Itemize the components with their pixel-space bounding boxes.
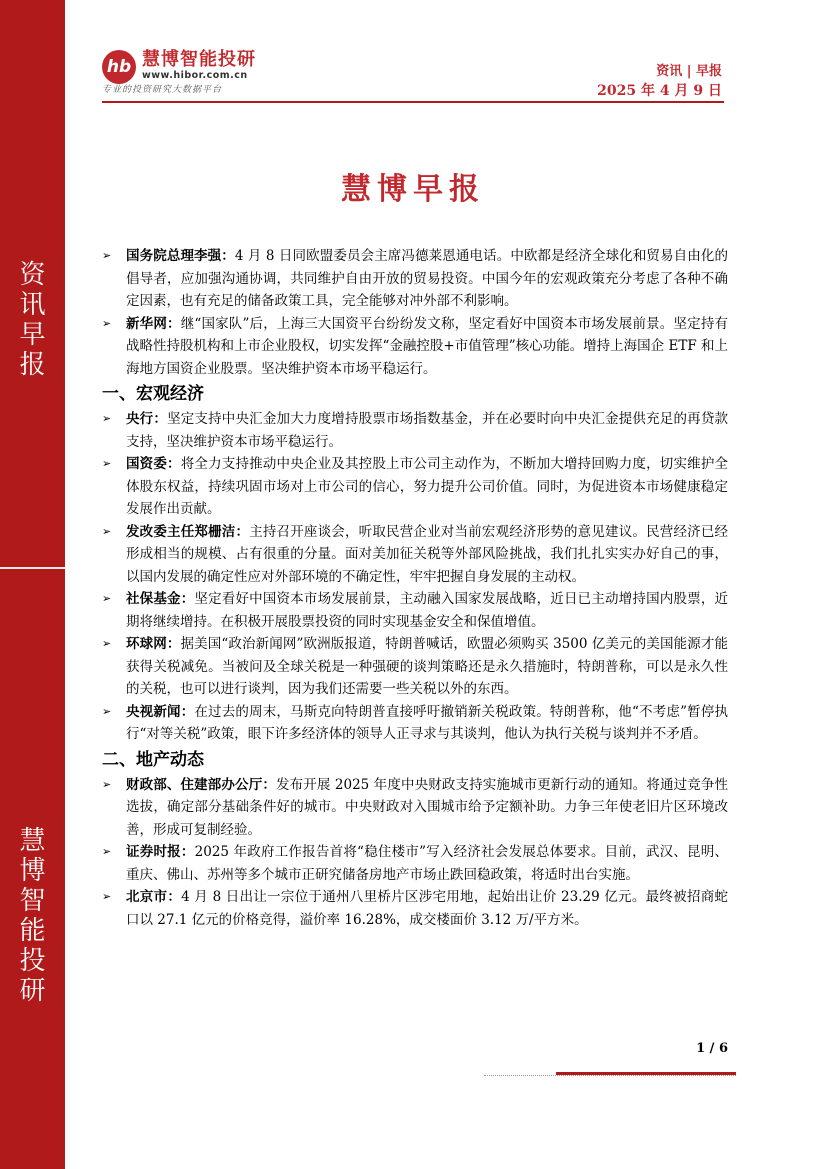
sidebar-char: 早 <box>19 320 46 350</box>
arrow-bullet-icon: ➢ <box>102 890 112 903</box>
item-text: 继“国家队”后，上海三大国资平台纷纷发文称，坚定看好中国资本市场发展前景。坚定持有战略性持股机构和上市企业股权，切实发挥“金融控股+市值管理”核心功能。增持上海国企 ETF 和上海地方国资企业股票。坚决维护资本市场平稳运行。 <box>126 315 728 377</box>
list-item <box>102 521 728 589</box>
item-source: 新华网： <box>126 315 181 332</box>
sidebar-char: 报 <box>19 350 46 380</box>
arrow-bullet-icon: ➢ <box>102 637 112 650</box>
left-sidebar-band <box>0 0 65 1169</box>
item-text: 发布开展 2025 年度中央财政支持实施城市更新行动的通知。将通过竞争性选拔，确定部分基础条件好的城市。中央财政对入围城市给予定额补助。力争三年使老旧片区环境改善，形成可复制经验。 <box>126 776 728 838</box>
logo-mark-icon: hb <box>102 50 136 84</box>
header-category: 资讯 | 早报 <box>656 64 722 79</box>
list-item <box>102 633 728 701</box>
arrow-bullet-icon: ➢ <box>102 412 112 425</box>
item-source: 环球网： <box>126 636 181 652</box>
logo-url: www.hibor.com.cn <box>142 70 248 81</box>
arrow-bullet-icon: ➢ <box>102 249 112 262</box>
item-source: 央视新闻： <box>126 703 195 720</box>
item-text: 将全力支持推动中央企业及其控股上市公司主动作为，不断加大增持回购力度，切实维护全体股东权益，持续巩固市场对上市公司的信心，努力提升公司价值。同时，为促进资本市场健康稳定发展作出贡献。 <box>126 456 729 517</box>
sidebar-char: 讯 <box>19 290 46 320</box>
item-source: 国资委： <box>126 456 181 472</box>
section-heading-property: 二、地产动态 <box>102 749 204 770</box>
arrow-bullet-icon: ➢ <box>102 704 112 718</box>
logo-slogan: 专业的投资研究大数据平台 <box>102 85 223 95</box>
sidebar-char: 能 <box>19 916 46 946</box>
item-text: 坚定支持中央汇金加大力度增持股票市场指数基金，并在必要时向中央汇金提供充足的再贷款支持，坚决维护资本市场平稳运行。 <box>126 411 729 450</box>
arrow-bullet-icon: ➢ <box>102 845 112 858</box>
item-source: 财政部、住建部办公厅： <box>126 776 276 793</box>
item-text: 4 月 8 日同欧盟委员会主席冯德莱恩通电话。中欧都是经济全球化和贸易自由化的倡导者，应加强沟通协调，共同维护自由开放的贸易投资。中国今年的宏观政策充分考虑了各种不确定因素，也有充足的储备政策工具，完全能够对冲外部不利影响。 <box>126 248 728 309</box>
list-item <box>102 245 728 313</box>
sidebar-divider <box>0 567 65 569</box>
macro-list <box>102 408 728 746</box>
page-number: 1 / 6 <box>696 1041 728 1056</box>
sidebar-label-brand <box>0 826 65 1006</box>
sidebar-char: 投 <box>19 946 46 976</box>
arrow-bullet-icon: ➢ <box>102 316 112 330</box>
item-source: 北京市： <box>126 889 182 905</box>
arrow-bullet-icon: ➢ <box>102 777 112 791</box>
item-text: 4 月 8 日出让一宗位于通州八里桥片区涉宅用地，起始出让价 23.29 亿元。最终被招商蛇口以 27.1 亿元的价格竞得，溢价率 16.28%，成交楼面价 3.12 万/平方米。 <box>126 889 729 928</box>
arrow-bullet-icon: ➢ <box>102 524 112 538</box>
arrow-bullet-icon: ➢ <box>102 592 112 605</box>
item-text: 据美国“政治新闻网”欧洲版报道，特朗普喊话，欧盟必须购买 3500 亿美元的美国能源才能获得关税减免。当被问及全球关税是一种强硬的谈判策略还是永久措施时，特朗普称，可以是永久性的关税，也可以进行谈判，因为我们还需要一些关税以外的东西。 <box>126 636 729 697</box>
footer-red-rule <box>556 1072 736 1075</box>
sidebar-char: 研 <box>19 976 46 1006</box>
sidebar-label-news <box>0 260 65 380</box>
list-item <box>102 886 728 931</box>
section-heading-macro: 一、宏观经济 <box>102 384 204 404</box>
report-body <box>102 245 728 931</box>
logo-name: 慧博智能投研 <box>142 49 256 70</box>
page-title: 慧博早报 <box>341 172 485 207</box>
item-source: 央行： <box>126 411 168 427</box>
list-item <box>102 701 728 746</box>
list-item <box>102 313 728 381</box>
item-text: 在过去的周末，马斯克向特朗普直接呼吁撤销新关税政策。特朗普称，他“不考虑”暂停执行“对等关税”政策，眼下许多经济体的领导人正寻求与其谈判，他认为执行关税与谈判并不矛盾。 <box>126 703 728 742</box>
item-text: 主持召开座谈会，听取民营企业对当前宏观经济形势的意见建议。民营经济已经形成相当的规模、占有很重的分量。面对美加征关税等外部风险挑战，我们扎扎实实办好自己的事，以国内发展的确定性应对外部环境的不确定性，牢牢把握自身发展的主动权。 <box>126 523 729 585</box>
sidebar-char: 博 <box>19 856 46 886</box>
list-item <box>102 408 728 453</box>
header-date: 2025 年 4 月 9 日 <box>597 83 722 99</box>
property-list <box>102 774 728 932</box>
list-item <box>102 774 728 842</box>
sidebar-char: 慧 <box>19 826 46 856</box>
sidebar-char: 智 <box>19 886 46 916</box>
item-source: 社保基金： <box>126 591 195 607</box>
sidebar-char: 资 <box>19 260 46 290</box>
footer-dotted-rule <box>484 1075 736 1076</box>
item-source: 证券时报： <box>126 844 195 860</box>
intro-list <box>102 245 728 380</box>
header-rule <box>102 101 724 103</box>
arrow-bullet-icon: ➢ <box>102 457 112 470</box>
item-source: 发改委主任郑栅洁： <box>126 523 250 540</box>
list-item <box>102 588 728 633</box>
list-item <box>102 841 728 886</box>
item-source: 国务院总理李强： <box>126 248 235 264</box>
list-item <box>102 453 728 521</box>
item-text: 坚定看好中国资本市场发展前景，主动融入国家发展战略，近日已主动增持国内股票，近期将继续增持。在积极开展股票投资的同时实现基金安全和保值增值。 <box>126 591 729 630</box>
item-text: 2025 年政府工作报告首将“稳住楼市”写入经济社会发展总体要求。目前，武汉、昆明、重庆、佛山、苏州等多个城市正研究储备房地产市场止跌回稳政策，将适时出台实施。 <box>126 844 729 883</box>
hibor-logo <box>102 50 262 98</box>
